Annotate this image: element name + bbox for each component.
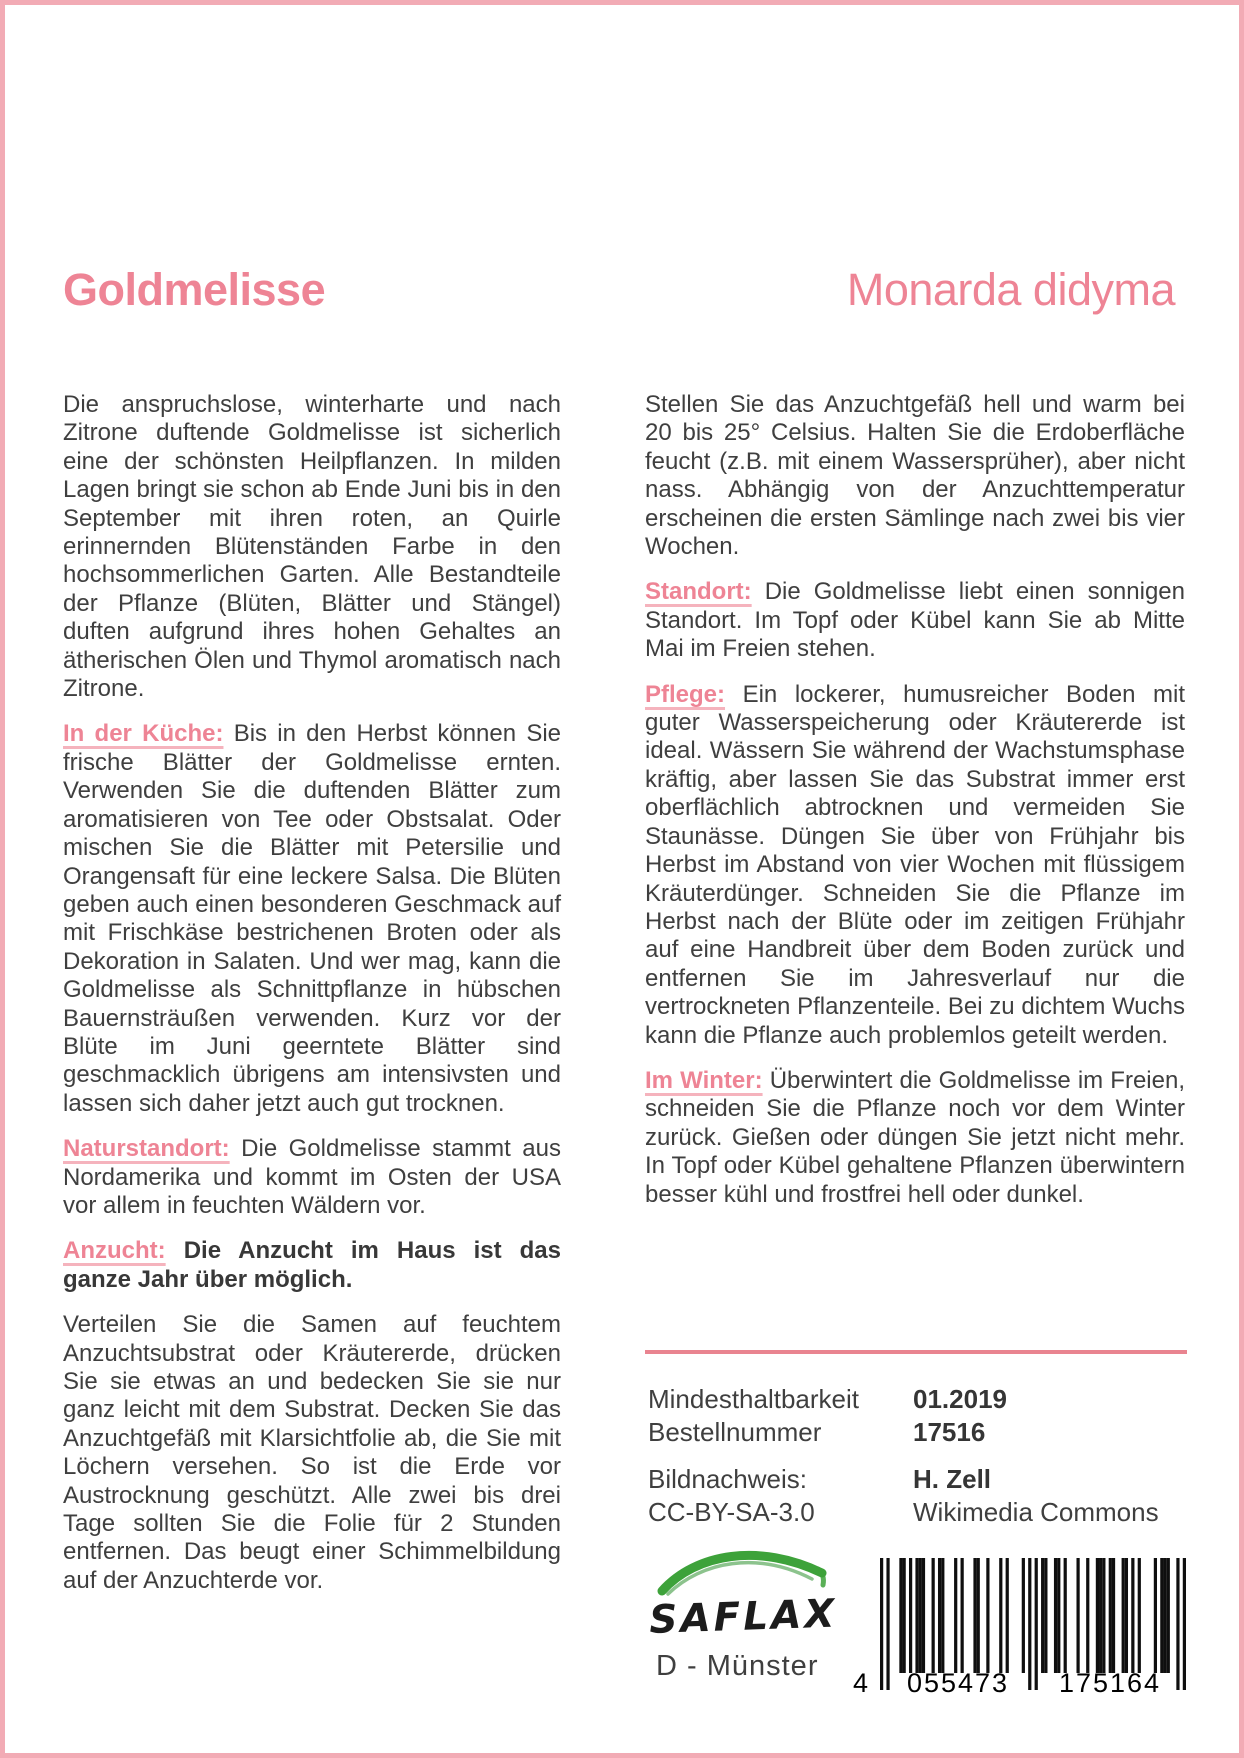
- section-kueche: [63, 720, 561, 1118]
- paragraph-text: Die Goldmelisse liebt einen sonnigen Standort. Im Topf oder Kübel kann Sie ab Mitte Mai im Freien stehen.: [645, 578, 1185, 663]
- section-pflege: [645, 681, 1185, 1050]
- latin-name-title: Monarda didyma: [846, 264, 1175, 315]
- section-standort: [645, 578, 1185, 663]
- barcode-digits-right: 175164: [1058, 1668, 1162, 1698]
- info-row-license: [648, 1496, 1188, 1529]
- saflax-location: D - Münster: [656, 1650, 819, 1682]
- left-column: [63, 391, 561, 1595]
- paragraph-text: Die Goldmelisse stammt aus Nordamerika und kommt im Osten der USA vor allem in feuchten Wäldern vor.: [63, 1135, 561, 1219]
- paragraph-text: Stellen Sie das Anzuchtgefäß hell und warm bei 20 bis 25° Celsius. Halten Sie die Erdoberfläche feucht (z.B. mit einem Wassersprüher), aber nicht nass. Abhängig von der Anzuchttemperatur erscheinen die ersten Sämlinge nach zwei bis vier Wochen.: [645, 391, 1185, 561]
- info-value-license-source: Wikimedia Commons: [913, 1497, 1159, 1527]
- saflax-wordmark: SAFLAX: [648, 1591, 839, 1643]
- paragraph-text: Überwintert die Goldmelisse im Freien, schneiden Sie die Pflanze noch vor dem Winter zurück. Gießen oder düngen Sie jetzt nicht mehr. In Topf oder Kübel gehaltene Pflanzen überwintern besser kühl und frostfrei hell oder dunkel.: [645, 1066, 1185, 1208]
- section-anzucht: [63, 1237, 561, 1294]
- section-heading-standort: Standort:: [645, 578, 752, 606]
- info-label: Mindesthaltbarkeit: [648, 1384, 859, 1414]
- info-table: [648, 1383, 1188, 1529]
- section-heading-kueche: In der Küche:: [63, 720, 224, 748]
- anzucht-bold-text: Die Anzucht im Haus ist das ganze Jahr über möglich.: [63, 1237, 561, 1293]
- info-value-order-number: 17516: [913, 1417, 986, 1447]
- saflax-arc-icon: [650, 1541, 845, 1599]
- intro-paragraph: [63, 391, 561, 703]
- paragraph-text: Die anspruchslose, winterharte und nach Zitrone duftende Goldmelisse ist sicherlich eine der schönsten Heilpflanzen. In milden Lagen bringt sie schon ab Ende Juni bis in den September mit ihren roten, an Quirle erinnernden Blütenständen Farbe in den hochsommerlichen Garten. Alle Bestandteile der Pflanze (Blüten, Blätter und Stängel) duften aufgrund ihres hohen Gehaltes an ätherischen Ölen und Thymol aromatisch nach Zitrone.: [63, 391, 561, 703]
- barcode-digit-prefix: 4: [853, 1668, 871, 1698]
- info-row-photo-credit: [648, 1463, 1188, 1496]
- section-heading-pflege: Pflege:: [645, 680, 726, 708]
- info-divider: [645, 1350, 1187, 1354]
- info-label: Bildnachweis:: [648, 1464, 807, 1494]
- saflax-logo: [650, 1541, 845, 1683]
- paragraph-text: Ein lockerer, humusreicher Boden mit guter Wasserspeicherung oder Kräutererde ist ideal. Wässern Sie während der Wachstumsphase kräftig, aber lassen Sie das Substrat immer erst oberflächlich abtrocknen und vermeiden Sie Staunässe. Düngen Sie über von Frühjahr bis Herbst im Abstand von vier Wochen mit flüssigem Kräuterdünger. Schneiden Sie die Pflanze im Herbst nach der Blüte oder im zeitigen Frühjahr auf eine Handbreit über dem Boden zurück und entfernen Sie im Jahresverlauf nur die vertrockneten Pflanzenteile. Bei zu dichtem Wuchs kann die Pflanze auch problemlos geteilt werden.: [645, 680, 1185, 1049]
- section-naturstandort: [63, 1135, 561, 1220]
- info-value-photo-credit: H. Zell: [913, 1464, 992, 1494]
- anzucht-continued-paragraph: [645, 391, 1185, 561]
- header-row: [63, 264, 1175, 315]
- info-label: Bestellnummer: [648, 1417, 822, 1447]
- right-column: [645, 391, 1185, 1209]
- paragraph-text: Verteilen Sie die Samen auf feuchtem Anzuchtsubstrat oder Kräutererde, drücken Sie sie etwas an und bedecken Sie sie nur ganz leicht mit dem Substrat. Decken Sie das Anzuchtgefäß mit Klarsichtfolie ab, die Sie mit Löchern versehen. So ist die Erde vor Austrocknung geschützt. Alle zwei bis drei Tage sollten Sie die Folie für 2 Stunden entfernen. Das beugt einer Schimmelbildung auf der Anzuchterde vor.: [63, 1311, 561, 1594]
- section-heading-naturstandort: Naturstandort:: [63, 1135, 230, 1163]
- info-label: CC-BY-SA-3.0: [648, 1497, 815, 1527]
- section-heading-im-winter: Im Winter:: [645, 1066, 763, 1094]
- plant-name-title: Goldmelisse: [63, 264, 326, 315]
- section-im-winter: [645, 1067, 1185, 1209]
- anzucht-paragraph: [63, 1311, 561, 1595]
- barcode-digits-left: 055473: [906, 1668, 1010, 1698]
- section-heading-anzucht: Anzucht:: [63, 1237, 166, 1265]
- info-row-order-number: [648, 1416, 1188, 1449]
- ean13-barcode: [851, 1558, 1197, 1708]
- paragraph-text: Bis in den Herbst können Sie frische Blätter der Goldmelisse ernten. Verwenden Sie die duftenden Blätter zum aromatisieren von Tee oder Obstsalat. Oder mischen Sie die Blätter mit Petersilie und Orangensaft für eine leckere Salsa. Die Blüten geben auch einen besonderen Geschmack auf mit Frischkäse bestrichenen Broten oder als Dekoration in Salaten. Und wer mag, kann die Goldmelisse als Schnittpflanze in hübschen Bauernsträußen verwenden. Kurz vor der Blüte im Juni geerntete Blätter sind geschmacklich übrigens am intensivsten und lassen sich daher jetzt auch gut trocknen.: [63, 720, 562, 1117]
- info-row-shelf-life: [648, 1383, 1188, 1416]
- info-value-shelf-life: 01.2019: [913, 1384, 1007, 1414]
